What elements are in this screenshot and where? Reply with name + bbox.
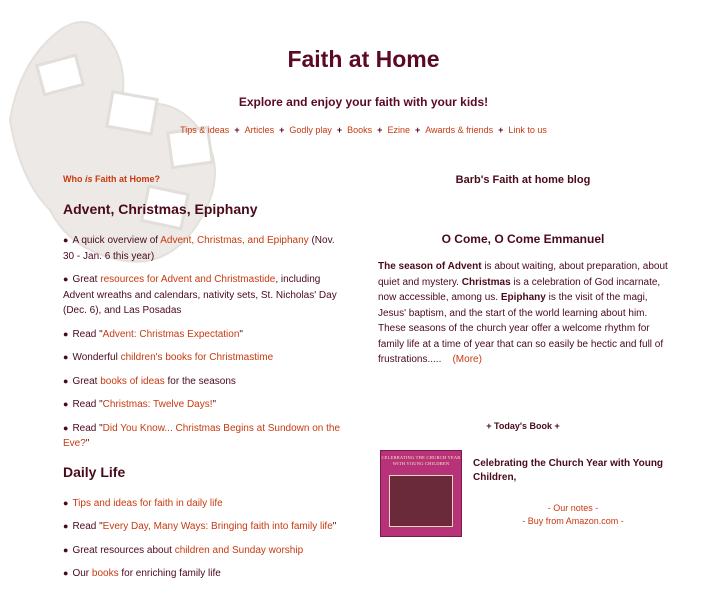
nav-ezine[interactable]: Ezine — [387, 125, 410, 135]
bullet-icon: ● — [63, 544, 69, 555]
advent-list — [63, 233, 345, 452]
section-heading-advent: Advent, Christmas, Epiphany — [63, 201, 258, 217]
book-title: Celebrating the Church Year with Young Children, — [473, 458, 664, 483]
bullet-icon: ● — [63, 422, 69, 433]
list-item: ● Read "Advent: Christmas Expectation" — [63, 328, 243, 340]
nav-separator: + — [336, 125, 343, 135]
buy-amazon-link[interactable]: - Buy from Amazon.com - — [522, 516, 624, 526]
nav-books[interactable]: Books — [347, 125, 373, 135]
top-nav — [0, 125, 727, 135]
bullet-icon: ● — [63, 399, 69, 409]
bullet-icon: ● — [63, 328, 69, 339]
more-link[interactable]: (More) — [452, 354, 482, 365]
list-item: ● Our books for enriching family life — [63, 568, 221, 579]
book-cover-image[interactable] — [380, 450, 462, 537]
list-link[interactable]: Tips and ideas for faith in daily life — [72, 497, 223, 509]
list-link[interactable]: Did You Know... Christmas Begins at Sundown on the Eve? — [63, 422, 341, 449]
blog-post-title: O Come, O Come Emmanuel — [441, 232, 605, 246]
list-item: ● Read "Every Day, Many Ways: Bringing faith into family life" — [63, 521, 337, 532]
nav-link-to-us[interactable]: Link to us — [508, 125, 547, 135]
bullet-icon: ● — [63, 274, 69, 284]
list-item: ● A quick overview of Advent, Christmas, and Epiphany (Nov. 30 - Jan. 6 this year) — [63, 235, 335, 262]
list-link[interactable]: Every Day, Many Ways: Bringing faith into family life — [102, 521, 333, 532]
list-link[interactable]: books — [91, 568, 119, 579]
list-item: ● Great resources about children and Sunday worship — [63, 544, 304, 556]
bullet-icon: ● — [63, 497, 69, 508]
bullet-icon: ● — [63, 521, 69, 531]
list-link[interactable]: resources for Advent and Christmastide — [100, 274, 276, 285]
list-link[interactable]: books of ideas — [100, 375, 165, 387]
nav-separator: + — [498, 125, 504, 135]
list-item: ● Wonderful children's books for Christmastime — [63, 352, 274, 363]
list-item — [63, 496, 345, 512]
nav-tips-ideas[interactable]: Tips & ideas — [180, 125, 230, 135]
book-cover-photo — [389, 475, 453, 527]
bullet-icon: ● — [63, 375, 69, 386]
bullet-icon: ● — [63, 568, 69, 578]
list-item: ● Great resources for Advent and Christmastide, including Advent wreaths and calendars, nativity sets, St. Nicholas' Day (Dec. 6), and Las Posadas — [63, 274, 337, 316]
left-column — [63, 201, 345, 594]
blog-post-body: The season of Advent is about waiting, about preparation, about quiet and mystery. Christmas is a celebration of God incarnate, now accessible, among us. Epiphany is the visit of the magi, Jesus' baptism, and the start of the world learning about him. These seasons of the church year offer a welcome rhythm for family life at a time of year that can so easily be hectic and full of frustrations..... (More) — [378, 261, 668, 365]
nav-separator: + — [414, 125, 421, 135]
book-links — [473, 502, 673, 528]
section-heading-daily-life: Daily Life — [63, 463, 126, 480]
list-link[interactable]: Advent, Christmas, and Epiphany — [160, 235, 309, 246]
bullet-icon: ● — [63, 352, 69, 362]
our-notes-link[interactable]: - Our notes - — [547, 503, 599, 513]
nav-separator: + — [234, 125, 240, 135]
page-title: Faith at Home — [287, 46, 440, 72]
nav-separator: + — [377, 125, 383, 135]
nav-separator: + — [279, 125, 285, 135]
nav-godly-play[interactable]: Godly play — [289, 125, 332, 135]
who-link[interactable]: Who is Faith at Home? — [63, 174, 161, 184]
list-item: ● Great books of ideas for the seasons — [63, 375, 236, 387]
nav-articles[interactable]: Articles — [244, 125, 275, 135]
list-link[interactable]: children and Sunday worship — [174, 544, 304, 556]
list-link[interactable]: children's books for Christmastime — [120, 352, 274, 363]
book-cover-text: CELEBRATING THE CHURCH YEAR WITH YOUNG CHILDREN — [381, 455, 461, 466]
list-item: ● Read "Christmas: Twelve Days!" — [63, 399, 217, 410]
list-link[interactable]: Christmas: Twelve Days! — [102, 399, 213, 410]
todays-book-heading: + Today's Book + — [486, 421, 560, 431]
nav-awards-friends[interactable]: Awards & friends — [425, 125, 494, 135]
bullet-icon: ● — [63, 235, 69, 245]
tagline: Explore and enjoy your faith with your kids! — [238, 95, 489, 109]
list-item: ● Read "Did You Know... Christmas Begins at Sundown on the Eve?" — [63, 422, 341, 449]
blog-title: Barb's Faith at home blog — [455, 174, 591, 186]
daily-life-list — [63, 496, 345, 582]
list-link[interactable]: Advent: Christmas Expectation — [102, 328, 240, 340]
